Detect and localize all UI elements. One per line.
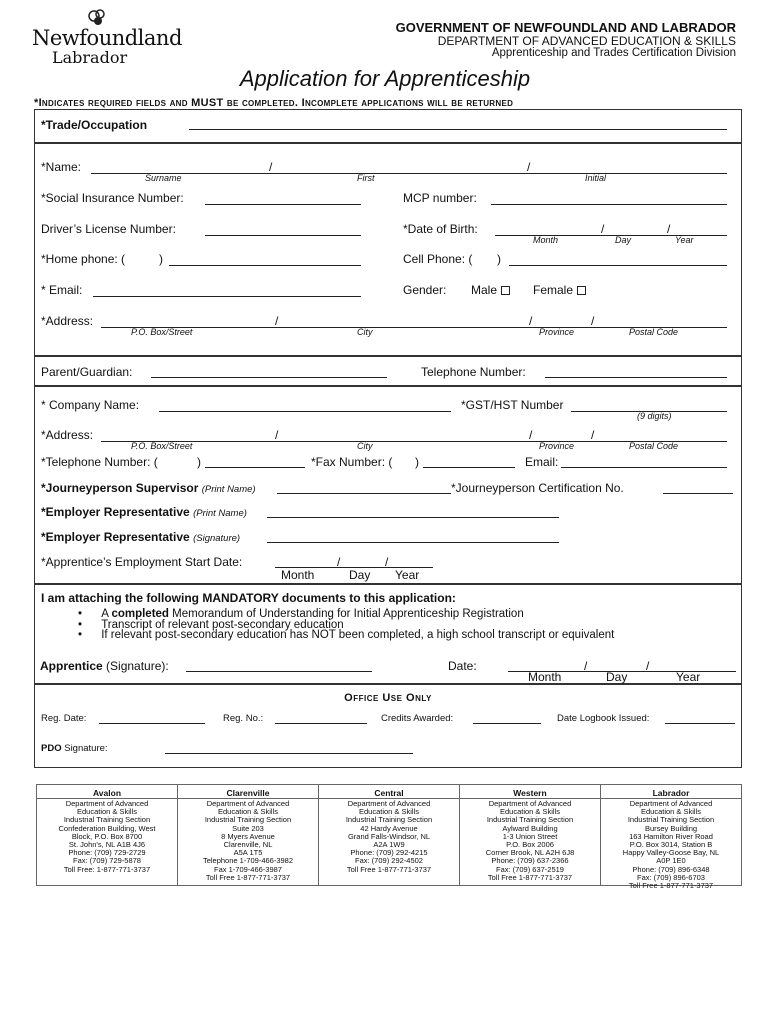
company-input[interactable] <box>159 411 451 412</box>
male-checkbox[interactable] <box>501 286 510 295</box>
office-use-heading: Office Use Only <box>344 692 432 704</box>
home-phone-input[interactable] <box>169 265 361 266</box>
surname-hint: Surname <box>145 173 182 183</box>
guardian-section <box>34 356 742 386</box>
office-line: 1-3 Union Street <box>502 831 558 841</box>
office-name: Central <box>319 788 459 799</box>
office-line: Industrial Training Section <box>204 815 292 825</box>
office-line: A5A 1T5 <box>233 848 263 858</box>
reg-date-input[interactable] <box>99 723 205 724</box>
office-central <box>319 785 460 885</box>
header-dept: DEPARTMENT OF ADVANCED EDUCATION & SKILLS <box>437 34 736 48</box>
employer-postal-hint: Postal Code <box>629 441 679 451</box>
office-line: Industrial Training Section <box>345 815 433 825</box>
doc-item-3: • If relevant post-secondary education has NOT been completed, a high school transcript or equivalent <box>78 629 615 641</box>
employer-email-label: Email: <box>525 455 559 469</box>
name-label: *Name: <box>41 160 82 174</box>
office-line: Toll Free 1-877-771-3737 <box>628 881 714 891</box>
employer-rep-sig-input[interactable] <box>267 542 559 543</box>
office-line: Department of Advanced <box>347 799 431 808</box>
office-line: Toll Free 1-877-771-3737 <box>346 864 432 874</box>
apprentice-day-hint: Day <box>606 670 628 684</box>
mcp-label: MCP number: <box>403 191 477 205</box>
gst-label: *GST/HST Number <box>461 398 564 412</box>
employer-rep-name-label: *Employer Representative (Print Name) <box>41 505 247 519</box>
email-input[interactable] <box>93 296 361 297</box>
cell-input[interactable] <box>509 265 727 266</box>
jp-cert-input[interactable] <box>663 493 733 494</box>
office-line: 42 Hardy Avenue <box>360 823 418 833</box>
office-line: Fax: (709) 729-5878 <box>73 856 141 866</box>
office-line: Industrial Training Section <box>627 815 715 825</box>
office-line: Toll Free 1-877-771-3737 <box>487 872 573 882</box>
doc-item-1: • A completed Memorandum of Understanding for Initial Apprenticeship Registration <box>78 608 524 620</box>
office-line: Fax 1-709-466-3987 <box>214 864 282 874</box>
employer-province-hint: Province <box>539 441 575 451</box>
office-line: Department of Advanced <box>206 799 290 808</box>
jp-supervisor-label: *Journeyperson Supervisor (Print Name) <box>41 481 256 495</box>
logo-line1: Newfoundland <box>32 26 182 50</box>
trade-label: *Trade/Occupation <box>41 118 148 132</box>
city-hint: City <box>357 327 373 337</box>
office-line: Education & Skills <box>76 807 138 817</box>
trade-section <box>34 109 742 143</box>
dob-year-hint: Year <box>675 235 694 245</box>
cell-label: Cell Phone: ( <box>403 252 473 266</box>
doc-item-2: • Transcript of relevant post-secondary education <box>78 619 344 631</box>
initial-hint: Initial <box>585 173 607 183</box>
office-use-section <box>34 684 742 768</box>
pdo-sig-input[interactable] <box>165 753 413 754</box>
office-line: Education & Skills <box>640 807 702 817</box>
start-date-label: *Apprentice’s Employment Start Date: <box>41 555 243 569</box>
office-line: Fax: (709) 292-4502 <box>355 856 423 866</box>
office-name: Avalon <box>37 788 177 799</box>
reg-no-input[interactable] <box>275 723 367 724</box>
postal-hint: Postal Code <box>629 327 679 337</box>
office-line: Grand Falls-Windsor, NL <box>347 831 431 841</box>
female-label: Female <box>533 283 574 297</box>
gender-label: Gender: <box>403 283 447 297</box>
parent-label: Parent/Guardian: <box>41 365 133 379</box>
office-name: Western <box>460 788 600 799</box>
office-line: Department of Advanced <box>65 799 149 808</box>
guardian-tel-label: Telephone Number: <box>421 365 526 379</box>
office-line: Confederation Building, West <box>58 823 156 833</box>
office-line: Industrial Training Section <box>486 815 574 825</box>
office-line: Telephone 1-709-466-3982 <box>202 856 294 866</box>
logbook-input[interactable] <box>665 723 735 724</box>
personal-section: *Name: / / Surname First Initial *Social Insurance Number: MCP number: Driver’s License Number: *Date of Birth: / / Month Day Year *Home phone: ( ) Cell Phone: ( ) * Email: Gender: Male Female *Address: / / / P.O. Box/Street City Province Postal Code <box>34 143 742 356</box>
office-clarenville <box>178 785 319 885</box>
parent-input[interactable] <box>151 377 387 378</box>
sin-input[interactable] <box>205 204 361 205</box>
apprentice-year-hint: Year <box>676 670 701 684</box>
pdo-sig-label: PDO Signature: <box>41 743 108 754</box>
home-phone-label: *Home phone: ( <box>41 252 126 266</box>
required-notice: *Indicates required fields and MUST be completed. Incomplete applications will be returned <box>34 97 514 109</box>
start-month-hint: Month <box>281 568 315 582</box>
jp-supervisor-input[interactable] <box>277 493 451 494</box>
office-name: Clarenville <box>178 788 318 799</box>
office-line: Department of Advanced <box>488 799 572 808</box>
office-name: Labrador <box>601 788 741 799</box>
employer-tel-label: *Telephone Number: ( <box>41 455 158 469</box>
reg-no-label: Reg. No.: <box>223 713 264 724</box>
female-checkbox[interactable] <box>577 286 586 295</box>
office-line: Toll Free 1-877-771-3737 <box>205 872 291 882</box>
apprentice-sig-input[interactable] <box>186 671 372 672</box>
documents-heading: I am attaching the following MANDATORY documents to this application: <box>41 591 456 605</box>
office-line: Fax: (709) 896-6703 <box>637 872 705 882</box>
office-line: Toll Free: 1-877-771-3737 <box>63 864 151 874</box>
header-gov: GOVERNMENT OF NEWFOUNDLAND AND LABRADOR <box>395 20 736 35</box>
male-option[interactable] <box>471 283 510 297</box>
office-line: Education & Skills <box>499 807 561 817</box>
office-line: P.O. Box 3014, Station B <box>629 840 713 850</box>
office-line: A2A 1W9 <box>373 840 405 850</box>
office-line: Phone: (709) 896-6348 <box>632 864 710 874</box>
office-line: Aylward Building <box>502 823 558 833</box>
regional-offices <box>36 784 742 891</box>
office-line: Industrial Training Section <box>63 815 151 825</box>
employer-tel-input[interactable] <box>205 467 305 468</box>
employer-rep-name-input[interactable] <box>267 517 559 518</box>
fax-input[interactable] <box>423 467 515 468</box>
office-line: Department of Advanced <box>629 799 713 808</box>
dob-label: *Date of Birth: <box>403 222 478 236</box>
jp-cert-label: *Journeyperson Certification No. <box>451 481 624 495</box>
office-avalon <box>37 785 178 885</box>
first-hint: First <box>357 173 375 183</box>
header-division: Apprenticeship and Trades Certification Division <box>491 47 736 59</box>
office-line: P.O. Box 2006 <box>506 840 554 850</box>
office-line: Corner Brook, NL A2H 6J8 <box>485 848 575 858</box>
gst-hint: (9 digits) <box>637 411 672 421</box>
logbook-label: Date Logbook Issued: <box>557 713 650 724</box>
name-input[interactable] <box>91 173 727 174</box>
company-label: * Company Name: <box>41 398 140 412</box>
office-line: 163 Hamilton River Road <box>629 831 713 841</box>
office-western <box>460 785 601 885</box>
employer-email-input[interactable] <box>561 467 727 468</box>
office-line: Suite 203 <box>232 823 264 833</box>
apprentice-month-hint: Month <box>528 670 562 684</box>
employer-rep-sig-label: *Employer Representative (Signature) <box>41 530 241 544</box>
office-line: Education & Skills <box>358 807 420 817</box>
apprentice-sig-label: Apprentice (Signature): <box>40 659 169 673</box>
employer-address-label: *Address: <box>41 428 94 442</box>
office-line: Block, P.O. Box 8700 <box>71 831 143 841</box>
credits-input[interactable] <box>473 723 541 724</box>
trade-input[interactable] <box>189 129 727 130</box>
employer-section: * Company Name: *GST/HST Number (9 digits) *Address: / / / P.O. Box/Street City Province Postal Code *Telephone Number: ( ) *Fax Number: ( ) Email: *Journeyperson Supervisor (Print Name) *Journeyperson Certification No. *Employer Representative (Print Name) *Employer Representative (Signature) *Apprentice’s Employment Start Date: / / Month Day Year <box>34 386 742 584</box>
office-line: Phone: (709) 637-2366 <box>491 856 569 866</box>
employer-pobox-hint: P.O. Box/Street <box>131 441 193 451</box>
office-line: St. John's, NL A1B 4J6 <box>68 840 146 850</box>
credits-label: Credits Awarded: <box>381 713 454 724</box>
office-line: Phone: (709) 292-4215 <box>350 848 428 858</box>
dl-label: Driver’s License Number: <box>41 222 176 236</box>
male-label: Male <box>471 283 498 297</box>
province-hint: Province <box>539 327 575 337</box>
address-label: *Address: <box>41 314 94 328</box>
email-label: * Email: <box>41 283 83 297</box>
apprentice-date-label: Date: <box>448 659 477 673</box>
dob-month-hint: Month <box>533 235 559 245</box>
start-year-hint: Year <box>395 568 420 582</box>
guardian-tel-input[interactable] <box>545 377 727 378</box>
office-line: Clarenville, NL <box>223 840 273 850</box>
dl-input[interactable] <box>205 235 361 236</box>
reg-date-label: Reg. Date: <box>41 713 87 724</box>
sin-label: *Social Insurance Number: <box>41 191 184 205</box>
female-option[interactable] <box>533 283 586 297</box>
start-day-hint: Day <box>349 568 371 582</box>
nl-logo <box>30 8 182 67</box>
employer-city-hint: City <box>357 441 373 451</box>
office-line: Education & Skills <box>217 807 279 817</box>
logo-line2: Labrador <box>52 48 128 67</box>
fax-label: *Fax Number: ( <box>311 455 393 469</box>
office-line: Happy Valley-Goose Bay, NL <box>622 848 720 858</box>
office-labrador <box>601 785 741 891</box>
dob-day-hint: Day <box>615 235 632 245</box>
mcp-input[interactable] <box>491 204 727 205</box>
office-line: Fax: (709) 637-2519 <box>496 864 564 874</box>
office-line: Phone: (709) 729-2729 <box>68 848 146 858</box>
page-title: Application for Apprenticeship <box>239 66 531 91</box>
pitcher-plant-icon <box>86 8 108 28</box>
office-line: A0P 1E0 <box>656 856 686 866</box>
office-line: 8 Myers Avenue <box>221 831 275 841</box>
pobox-hint: P.O. Box/Street <box>131 327 193 337</box>
office-line: Bursey Building <box>644 823 698 833</box>
